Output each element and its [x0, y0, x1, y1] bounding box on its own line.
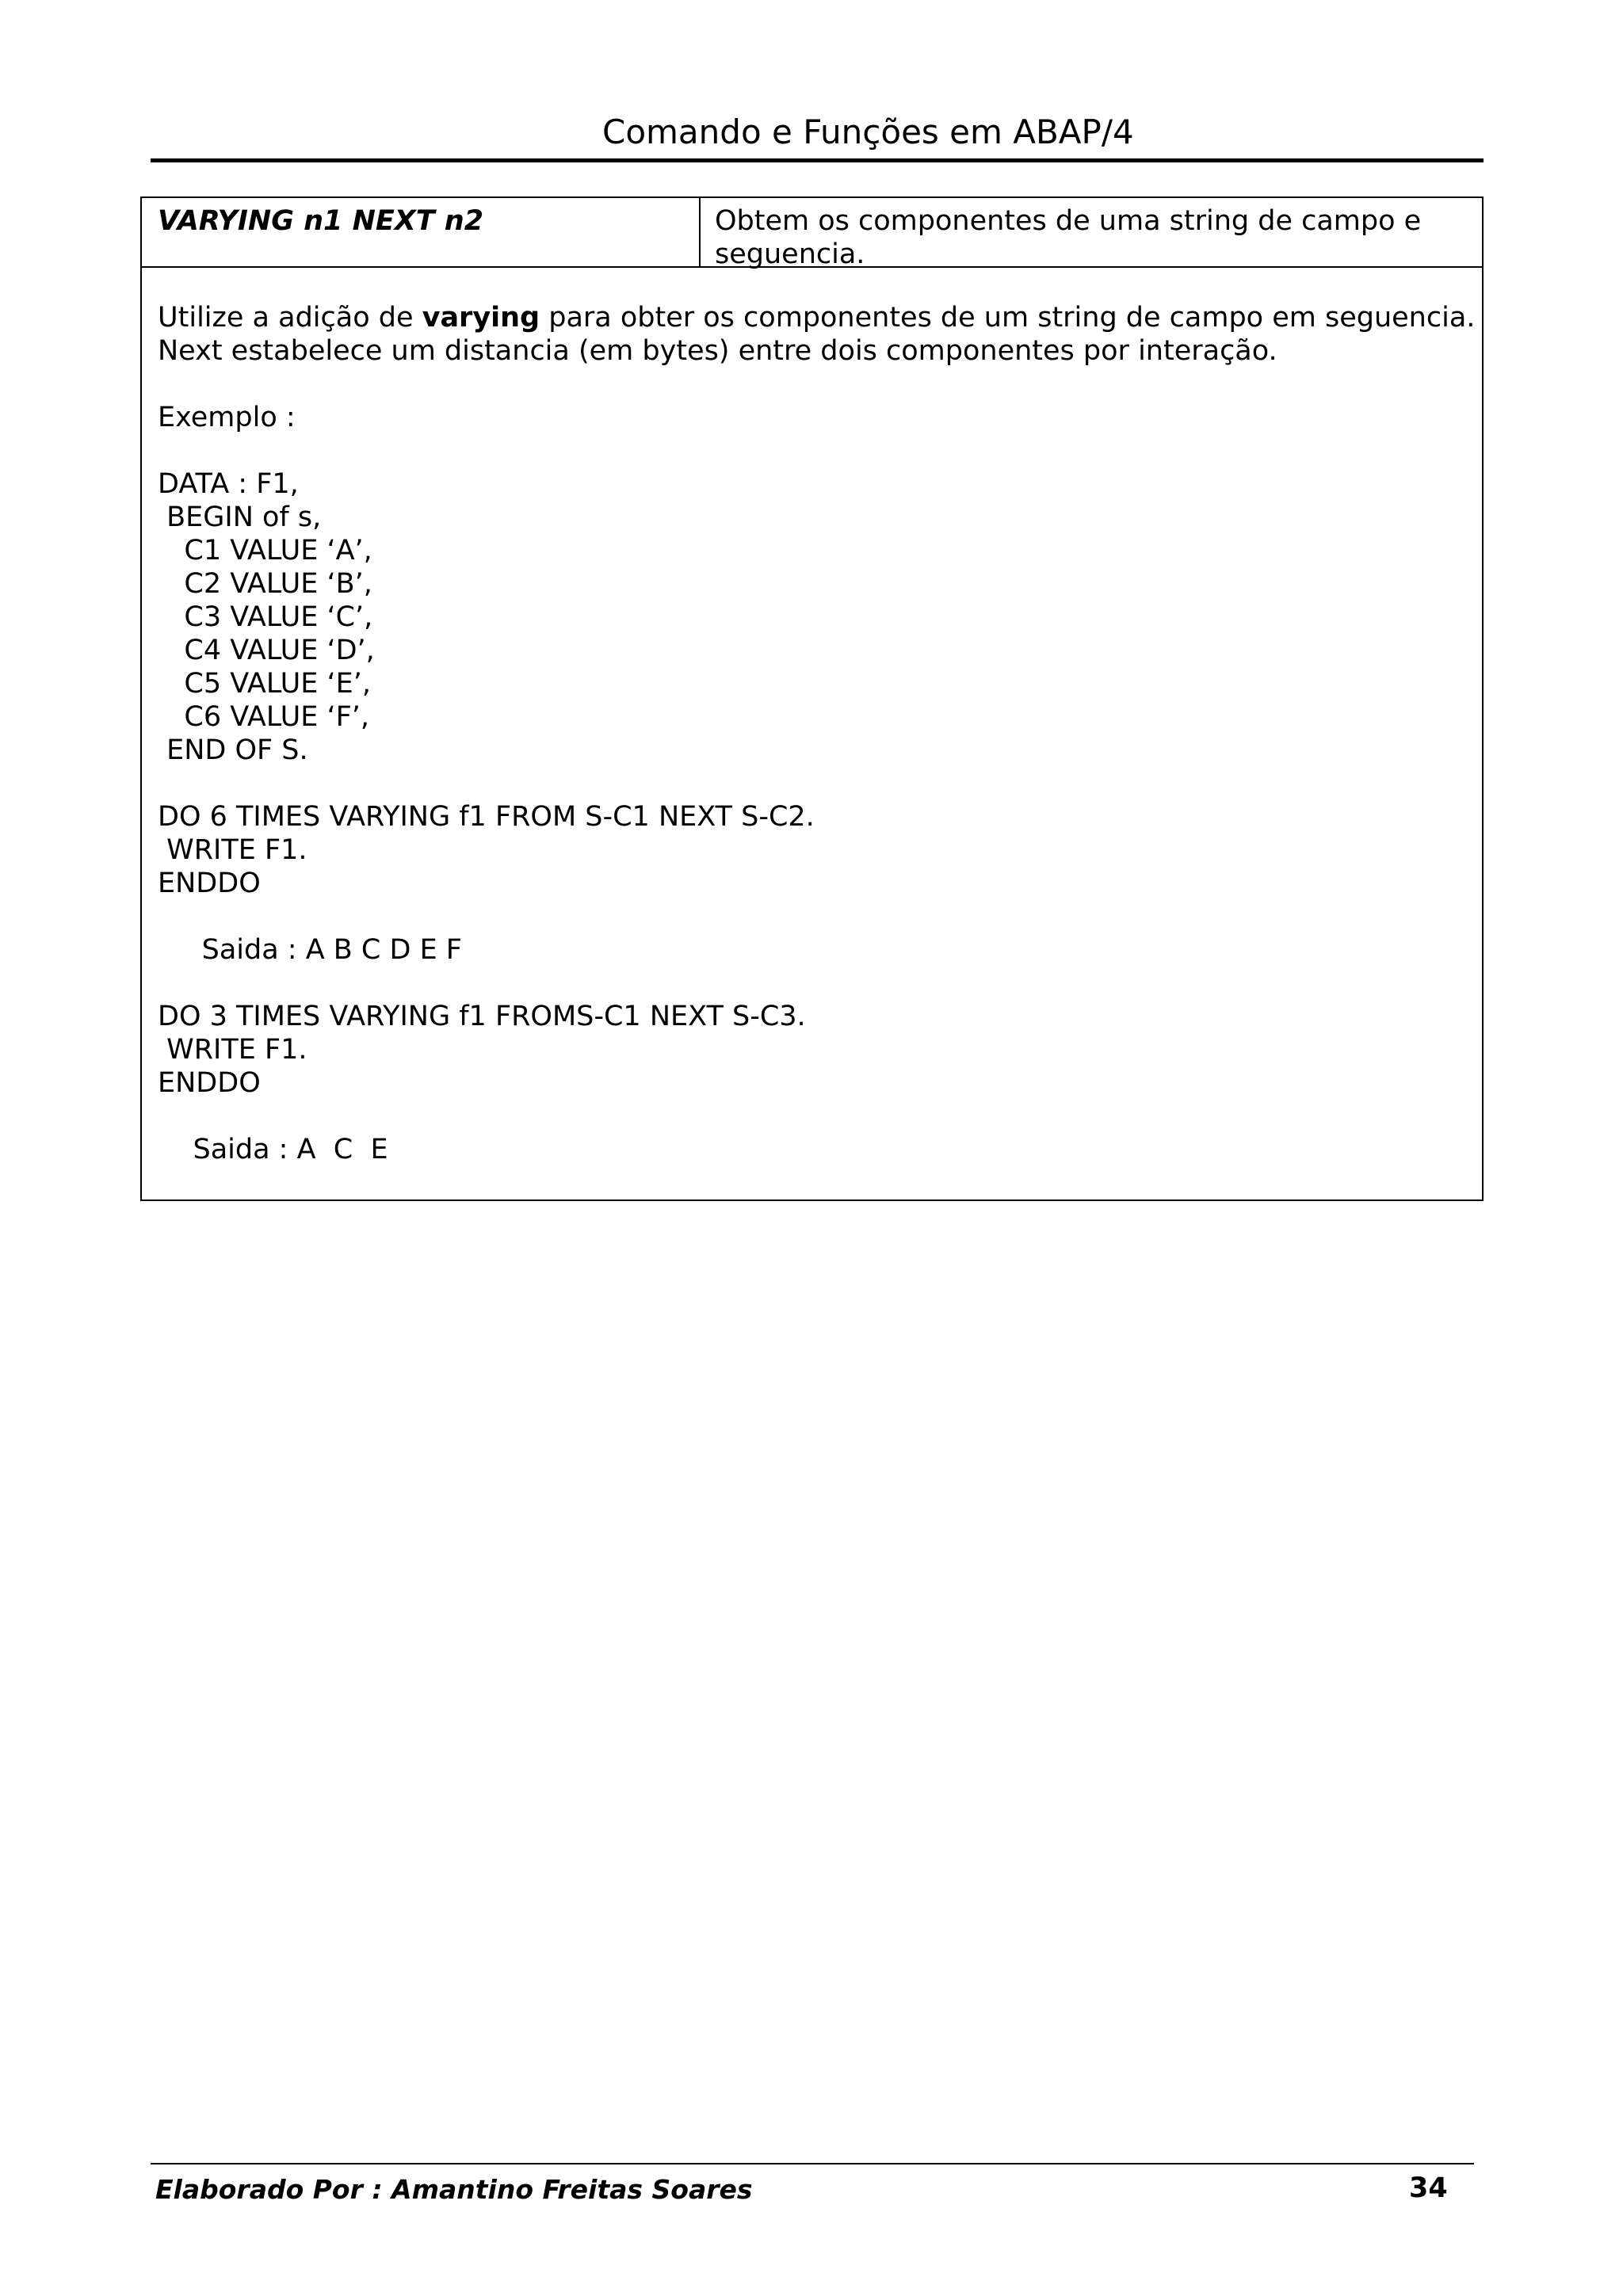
code-line: ENDDO — [158, 868, 261, 899]
code-loop-2 — [158, 1000, 1466, 1100]
intro-text-post: para obter os componentes de um string de campo em seguencia. — [540, 302, 1476, 334]
code-line: C3 VALUE ‘C’, — [158, 601, 373, 633]
code-line: C4 VALUE ‘D’, — [158, 635, 375, 666]
command-row — [142, 198, 1482, 268]
page-number: 34 — [1409, 2172, 1448, 2204]
code-line: C6 VALUE ‘F’, — [158, 701, 369, 733]
code-line: DO 3 TIMES VARYING f1 FROMS-C1 NEXT S-C3. — [158, 1001, 806, 1032]
output-line-2: Saida : A C E — [158, 1134, 388, 1165]
header-rule — [151, 158, 1484, 162]
command-body — [158, 301, 1476, 1166]
code-line: C2 VALUE ‘B’, — [158, 568, 372, 600]
intro-line-1 — [158, 301, 1476, 334]
page-header-title: Comando e Funções em ABAP/4 — [602, 113, 1134, 151]
output-line-1: Saida : A B C D E F — [158, 934, 462, 966]
code-line: ENDDO — [158, 1067, 261, 1099]
code-line: DATA : F1, — [158, 468, 299, 500]
example-label: Exemplo : — [158, 402, 296, 433]
footer-author: Elaborado Por : Amantino Freitas Soares — [155, 2174, 753, 2205]
column-divider — [699, 198, 701, 268]
code-line: C5 VALUE ‘E’, — [158, 668, 371, 700]
code-data-block — [158, 467, 1466, 767]
command-table — [140, 196, 1484, 1201]
intro-line-2: Next estabelece um distancia (em bytes) entre dois componentes por interação. — [158, 335, 1277, 367]
command-name: VARYING n1 NEXT n2 — [158, 205, 484, 237]
code-line: C1 VALUE ‘A’, — [158, 535, 372, 566]
code-loop-1 — [158, 800, 1466, 900]
code-line: WRITE F1. — [158, 834, 307, 866]
intro-text-pre: Utilize a adição de — [158, 302, 422, 334]
footer-rule — [151, 2163, 1474, 2164]
intro-keyword: varying — [422, 302, 540, 334]
code-line: BEGIN of s, — [158, 502, 322, 533]
code-line: END OF S. — [158, 734, 308, 766]
command-description: Obtem os componentes de uma string de campo e seguencia. — [715, 205, 1422, 270]
code-line: WRITE F1. — [158, 1034, 307, 1066]
code-line: DO 6 TIMES VARYING f1 FROM S-C1 NEXT S-C2. — [158, 801, 815, 833]
